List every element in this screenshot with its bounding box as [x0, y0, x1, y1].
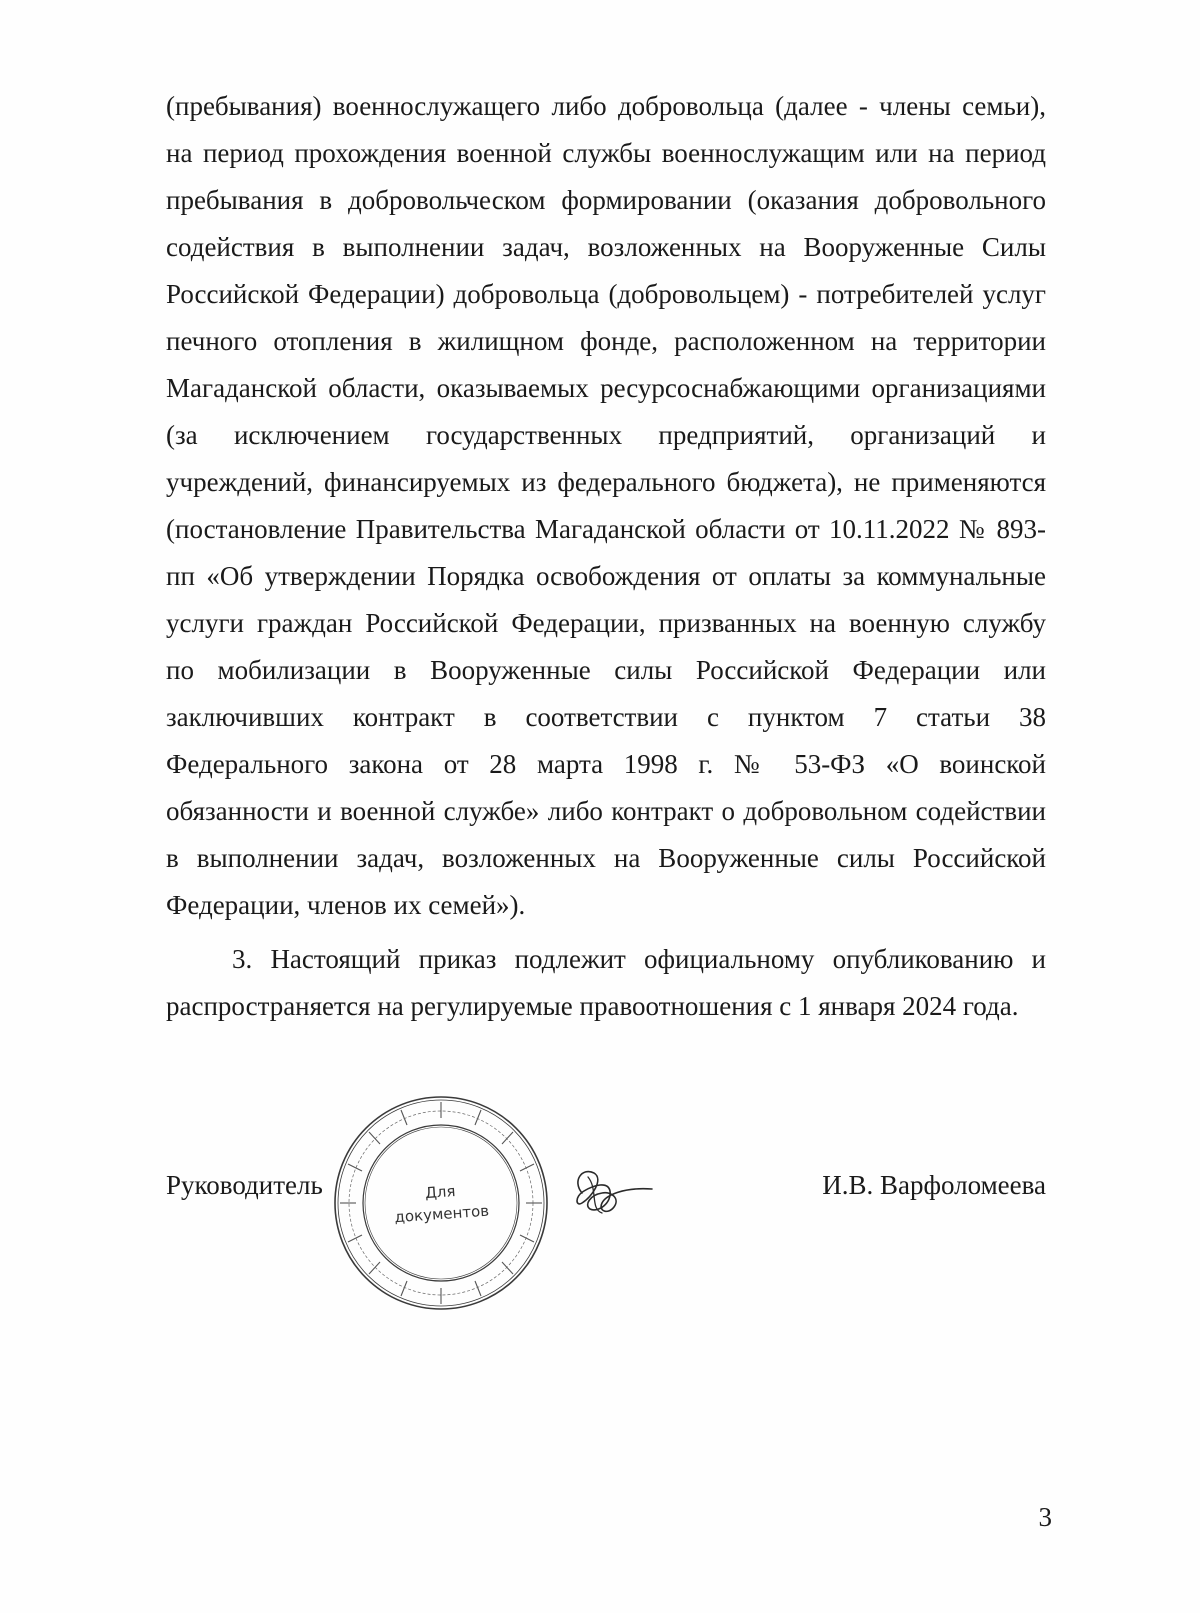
seal-inner-label — [323, 1085, 560, 1322]
text-line: 3. Настоящий приказ подлежит официальному опубликованию и — [232, 944, 1046, 974]
text-line: (постановление Правительства Магаданской области от 10.11.2022 № 893- — [166, 514, 1046, 544]
seal-stamp-graphic — [330, 1092, 552, 1314]
text-line: Федерального закона от 28 марта 1998 г. № 53-ФЗ «О воинской — [166, 749, 1046, 779]
text-line: Федерации, членов их семей»). — [166, 890, 526, 920]
text-line: заключивших контракт в соответствии с пунктом 7 статьи 38 — [166, 702, 1046, 732]
text-line: учреждений, финансируемых из федерального бюджета), не применяются — [166, 467, 1046, 497]
text-line: пп «Об утверждении Порядка освобождения от оплаты за коммунальные — [166, 561, 1046, 591]
text-line: содействия в выполнении задач, возложенных на Вооруженные Силы — [166, 232, 1046, 262]
body-text — [166, 83, 1046, 929]
handwritten-signature — [568, 1163, 654, 1223]
text-line: обязанности и военной службе» либо контракт о добровольном содействии — [166, 796, 1046, 826]
seal-text: документов — [393, 1201, 490, 1227]
text-line: Магаданской области, оказываемых ресурсоснабжающими организациями — [166, 373, 1046, 403]
text-line: по мобилизации в Вооруженные силы Российской Федерации или — [166, 655, 1046, 685]
official-seal — [330, 1092, 552, 1314]
text-line: (пребывания) военнослужащего либо добровольца (далее - члены семьи), — [166, 91, 1046, 121]
paragraph-3 — [166, 936, 1046, 1030]
signatory-name: И.В. Варфоломеева — [822, 1170, 1046, 1200]
seal-text: Для — [424, 1181, 456, 1203]
text-line: (за исключением государственных предприятий, организаций и — [166, 420, 1046, 450]
page-number: 3 — [1038, 1502, 1052, 1532]
text-line: распространяется на регулируемые правоотношения с 1 января 2024 года. — [166, 991, 1019, 1021]
text-line: в выполнении задач, возложенных на Вооруженные силы Российской — [166, 843, 1046, 873]
text-line: пребывания в добровольческом формировании (оказания добровольного — [166, 185, 1046, 215]
signatory-role: Руководитель — [166, 1170, 323, 1200]
text-line: печного отопления в жилищном фонде, расположенном на территории — [166, 326, 1046, 356]
text-line: на период прохождения военной службы военнослужащим или на период — [166, 138, 1046, 168]
text-line: услуги граждан Российской Федерации, призванных на военную службу — [166, 608, 1046, 638]
text-line: Российской Федерации) добровольца (добровольцем) - потребителей услуг — [166, 279, 1046, 309]
